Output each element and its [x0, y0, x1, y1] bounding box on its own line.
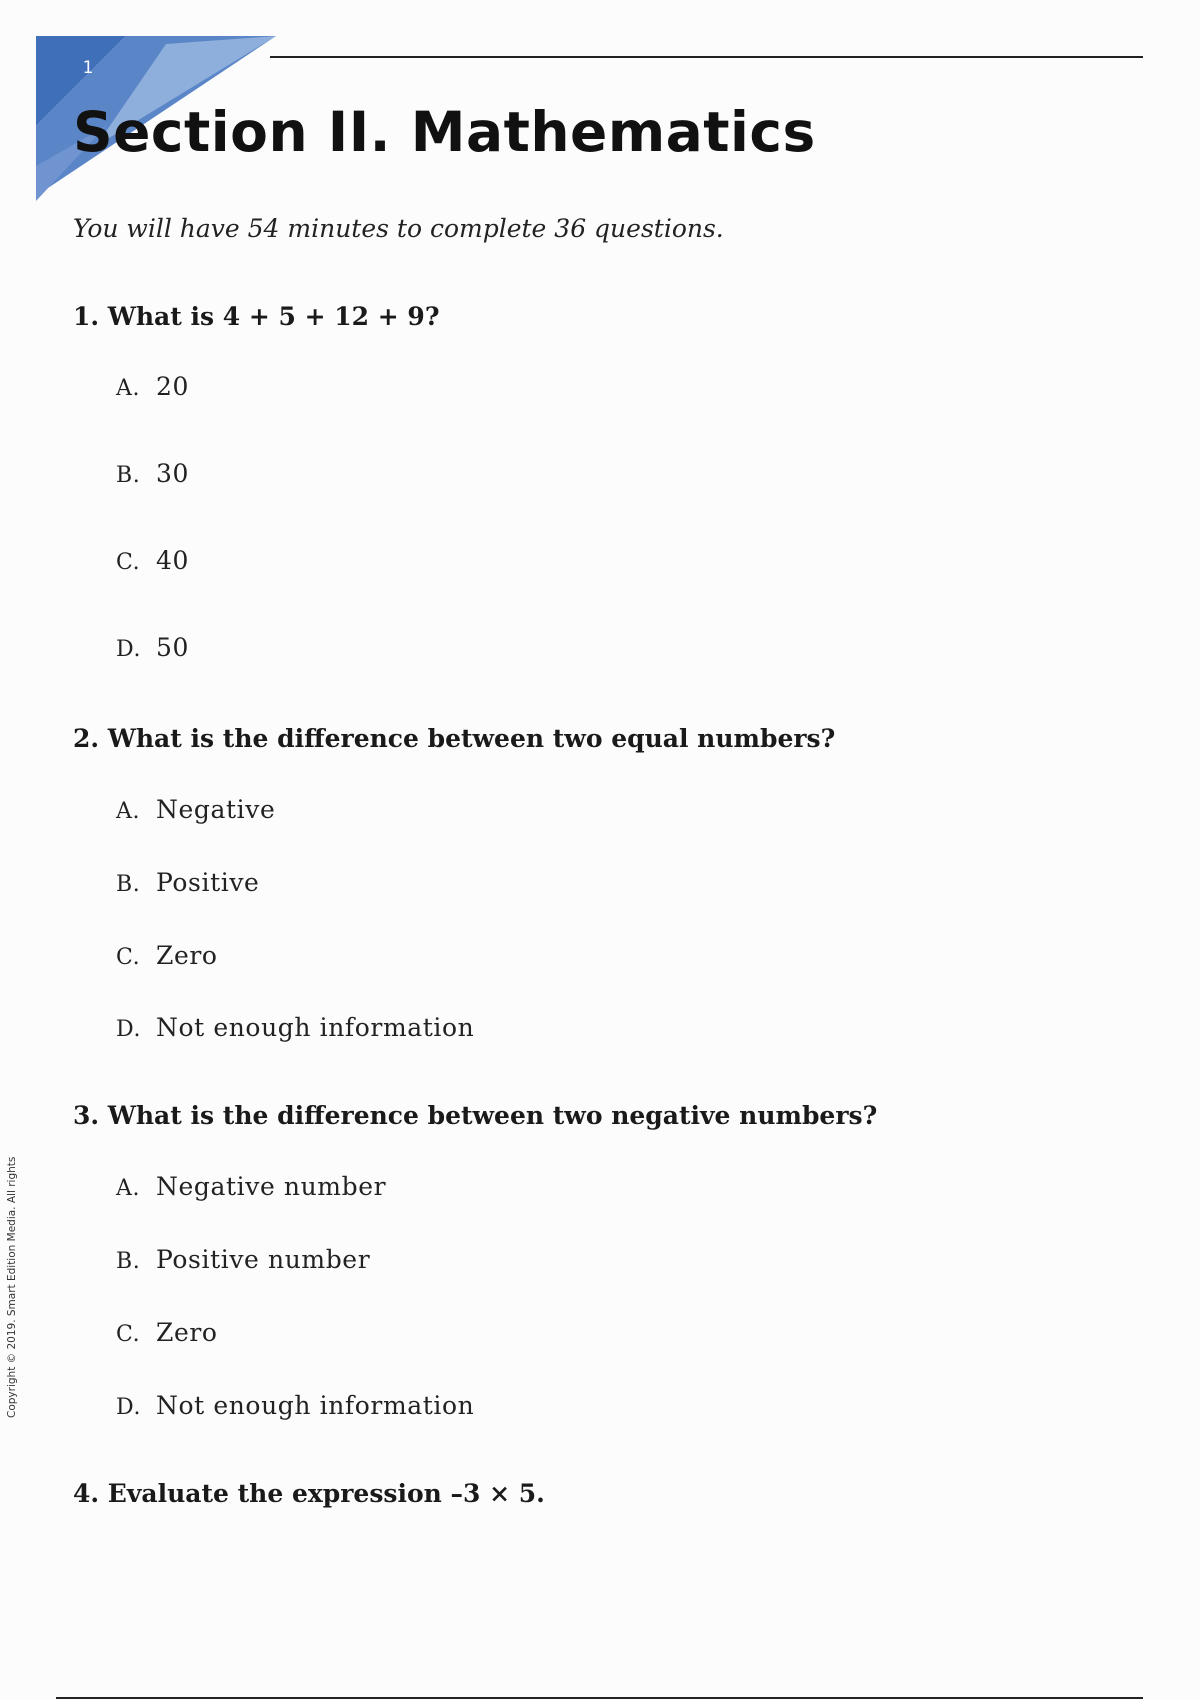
question-3-option-b[interactable]	[116, 1245, 370, 1274]
question-1: 1. What is 4 + 5 + 12 + 9?	[73, 302, 440, 331]
question-3-option-d[interactable]	[116, 1391, 474, 1420]
option-letter: C.	[116, 550, 141, 575]
option-letter: B.	[116, 1249, 141, 1274]
option-letter: D.	[116, 1017, 142, 1042]
option-letter: C.	[116, 945, 141, 970]
option-text: 30	[156, 459, 190, 488]
option-letter: C.	[116, 1322, 141, 1347]
page-number: 1	[82, 58, 94, 78]
option-text: Not enough information	[156, 1013, 475, 1042]
copyright-notice: Copyright © 2019. Smart Edition Media. All rights	[6, 1156, 18, 1418]
question-3-option-c[interactable]	[116, 1318, 218, 1347]
question-1-option-c[interactable]	[116, 546, 189, 575]
option-text: Zero	[156, 1318, 218, 1347]
option-letter: A.	[116, 799, 141, 824]
option-letter: A.	[116, 376, 141, 401]
option-text: 50	[156, 633, 190, 662]
section-title: Section II. Mathematics	[73, 100, 816, 164]
option-letter: D.	[116, 637, 142, 662]
option-text: Positive	[156, 868, 260, 897]
option-letter: B.	[116, 872, 141, 897]
question-2-option-b[interactable]	[116, 868, 259, 897]
question-2-option-a[interactable]	[116, 795, 275, 824]
question-2: 2. What is the difference between two equal numbers?	[73, 724, 836, 753]
option-text: Not enough information	[156, 1391, 475, 1420]
footer-rule	[56, 1697, 1143, 1699]
option-text: 20	[156, 372, 190, 401]
option-text: Positive number	[156, 1245, 371, 1274]
question-1-option-d[interactable]	[116, 633, 189, 662]
question-1-option-b[interactable]	[116, 459, 189, 488]
header-rule	[270, 56, 1143, 58]
question-3: 3. What is the difference between two negative numbers?	[73, 1101, 878, 1130]
option-letter: D.	[116, 1395, 142, 1420]
option-text: Negative number	[156, 1172, 387, 1201]
question-2-option-c[interactable]	[116, 941, 218, 970]
option-letter: A.	[116, 1176, 141, 1201]
question-2-option-d[interactable]	[116, 1013, 474, 1042]
option-text: 40	[156, 546, 190, 575]
question-3-option-a[interactable]	[116, 1172, 386, 1201]
question-1-option-a[interactable]	[116, 372, 189, 401]
option-letter: B.	[116, 463, 141, 488]
option-text: Zero	[156, 941, 218, 970]
instructions-text: You will have 54 minutes to complete 36 questions.	[73, 214, 724, 243]
question-4: 4. Evaluate the expression –3 × 5.	[73, 1479, 545, 1508]
option-text: Negative	[156, 795, 276, 824]
